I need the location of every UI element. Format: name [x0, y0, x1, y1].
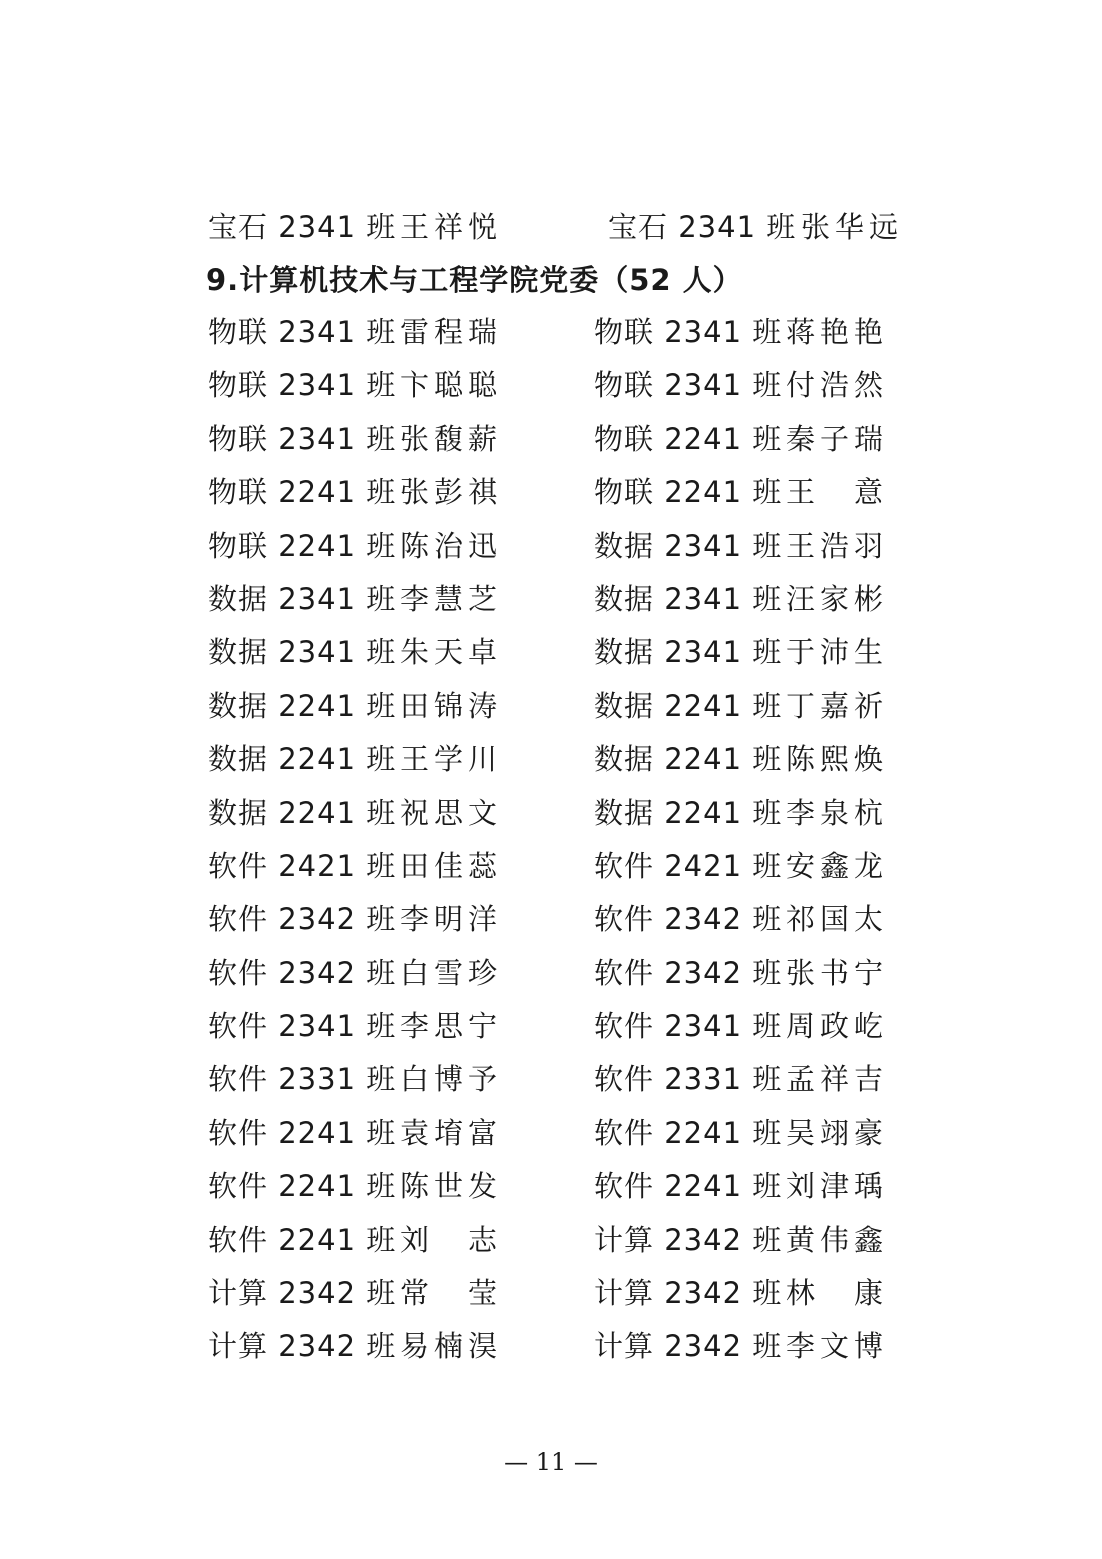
roster-row	[208, 1269, 908, 1322]
student-name: 袁堉富	[400, 1115, 503, 1150]
class-name: 数据 2241 班	[208, 688, 397, 723]
student-name: 周政屹	[786, 1009, 889, 1044]
student-name: 陈熙焕	[786, 742, 889, 777]
roster-row	[208, 789, 908, 842]
student-name: 王浩羽	[786, 528, 889, 563]
student-name: 朱天卓	[400, 635, 503, 670]
student-name: 陈治迅	[400, 528, 503, 563]
class-name: 物联 2241 班	[208, 475, 397, 510]
class-name: 计算 2342 班	[594, 1222, 783, 1257]
class-name: 软件 2341 班	[594, 1009, 783, 1044]
class-name: 数据 2241 班	[594, 795, 783, 830]
roster-row	[208, 735, 908, 788]
class-name: 物联 2341 班	[594, 315, 783, 349]
class-name: 物联 2341 班	[594, 368, 783, 403]
class-name: 计算 2342 班	[594, 1276, 783, 1311]
class-name: 软件 2342 班	[594, 902, 783, 937]
class-name: 计算 2342 班	[594, 1329, 783, 1364]
roster-row	[208, 949, 908, 1002]
class-name: 软件 2421 班	[208, 848, 397, 883]
student-name: 蒋艳艳	[786, 315, 889, 349]
student-name: 王祥悦	[400, 210, 503, 244]
class-name: 物联 2341 班	[208, 421, 397, 456]
roster-row-continued	[208, 203, 908, 251]
roster-row	[208, 1002, 908, 1055]
class-name: 计算 2342 班	[208, 1329, 397, 1364]
class-name: 物联 2341 班	[208, 315, 397, 349]
roster-row	[208, 628, 908, 681]
page-number: — 11 —	[504, 1448, 598, 1476]
class-name: 软件 2341 班	[208, 1009, 397, 1044]
student-name: 黄伟鑫	[786, 1222, 889, 1257]
student-name: 刘津瑀	[786, 1169, 889, 1204]
student-name: 李思宁	[400, 1009, 503, 1044]
class-name: 数据 2341 班	[594, 581, 783, 616]
student-name: 卞聪聪	[400, 368, 503, 403]
class-name: 宝石 2341 班	[608, 210, 797, 244]
student-name: 汪家彬	[786, 581, 889, 616]
student-name: 丁嘉祈	[786, 688, 889, 723]
student-name: 陈世发	[400, 1169, 503, 1204]
class-name: 软件 2241 班	[208, 1115, 397, 1150]
roster-row	[208, 1109, 908, 1162]
class-name: 软件 2421 班	[594, 848, 783, 883]
class-name: 软件 2241 班	[208, 1222, 397, 1257]
class-name: 软件 2342 班	[208, 955, 397, 990]
class-name: 软件 2241 班	[208, 1169, 397, 1204]
student-name: 白雪珍	[400, 955, 503, 990]
class-name: 数据 2241 班	[208, 795, 397, 830]
student-name: 于沛生	[786, 635, 889, 670]
student-name: 王 意	[786, 475, 889, 510]
class-name: 数据 2241 班	[594, 742, 783, 777]
class-name: 数据 2241 班	[208, 742, 397, 777]
student-name: 林 康	[786, 1276, 889, 1311]
student-name: 张彭祺	[400, 475, 503, 510]
class-name: 物联 2241 班	[208, 528, 397, 563]
roster-row	[208, 575, 908, 628]
class-name: 软件 2331 班	[594, 1062, 783, 1097]
class-name: 数据 2241 班	[594, 688, 783, 723]
student-name: 孟祥吉	[786, 1062, 889, 1097]
student-name: 吴翊豪	[786, 1115, 889, 1150]
class-name: 数据 2341 班	[594, 635, 783, 670]
student-name: 常 莹	[400, 1276, 503, 1311]
roster-row	[208, 842, 908, 895]
class-name: 宝石 2341 班	[208, 210, 397, 244]
roster-row	[208, 1055, 908, 1108]
student-name: 易楠淏	[400, 1329, 503, 1364]
class-name: 软件 2241 班	[594, 1115, 783, 1150]
student-name: 田锦涛	[400, 688, 503, 723]
student-name: 祝思文	[400, 795, 503, 830]
class-name: 软件 2342 班	[594, 955, 783, 990]
section-heading: 9.计算机技术与工程学院党委（52 人）	[206, 263, 743, 297]
student-name: 李慧芝	[400, 581, 503, 616]
student-name: 张华远	[801, 210, 904, 244]
roster-row	[208, 522, 908, 575]
roster-row	[208, 308, 908, 361]
class-name: 物联 2341 班	[208, 368, 397, 403]
class-name: 计算 2342 班	[208, 1276, 397, 1311]
class-name: 数据 2341 班	[208, 581, 397, 616]
class-name: 数据 2341 班	[208, 635, 397, 670]
student-name: 祁国太	[786, 902, 889, 937]
class-name: 软件 2331 班	[208, 1062, 397, 1097]
roster-row	[208, 468, 908, 521]
student-name: 付浩然	[786, 368, 889, 403]
roster-list	[208, 308, 908, 1376]
class-name: 软件 2342 班	[208, 902, 397, 937]
roster-row	[208, 1322, 908, 1375]
student-name: 刘 志	[400, 1222, 503, 1257]
student-name: 张馥薪	[400, 421, 503, 456]
class-name: 物联 2241 班	[594, 421, 783, 456]
student-name: 白博予	[400, 1062, 503, 1097]
roster-row	[208, 1216, 908, 1269]
class-name: 软件 2241 班	[594, 1169, 783, 1204]
student-name: 张书宁	[786, 955, 889, 990]
student-name: 安鑫龙	[786, 848, 889, 883]
class-name: 物联 2241 班	[594, 475, 783, 510]
student-name: 李明洋	[400, 902, 503, 937]
student-name: 田佳蕊	[400, 848, 503, 883]
student-name: 李文博	[786, 1329, 889, 1364]
student-name: 秦子瑞	[786, 421, 889, 456]
roster-row	[208, 415, 908, 468]
roster-row	[208, 682, 908, 735]
class-name: 数据 2341 班	[594, 528, 783, 563]
roster-row	[208, 1162, 908, 1215]
student-name: 雷程瑞	[400, 315, 503, 349]
student-name: 王学川	[400, 742, 503, 777]
roster-row	[208, 895, 908, 948]
student-name: 李泉杭	[786, 795, 889, 830]
roster-row	[208, 361, 908, 414]
